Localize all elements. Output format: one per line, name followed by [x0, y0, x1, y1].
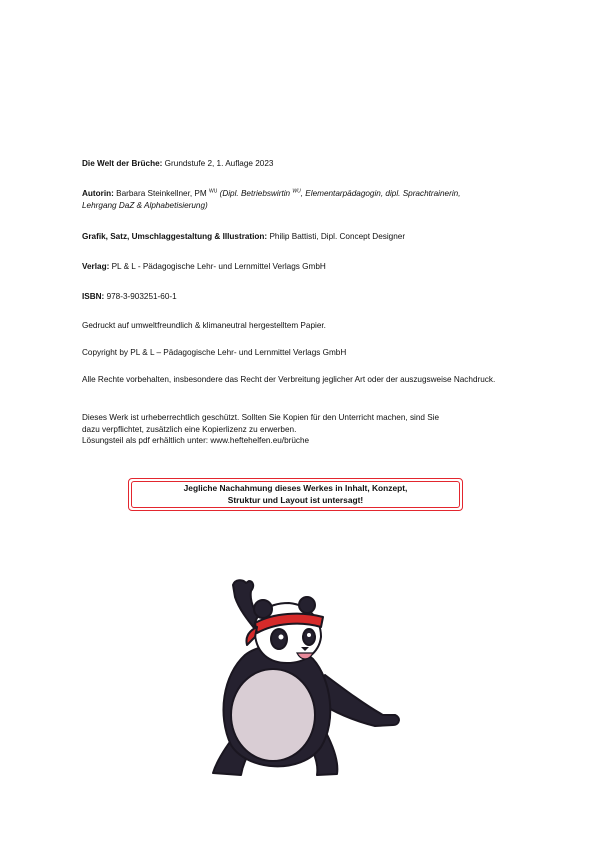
- solutions-link-text: Lösungsteil als pdf erhältlich unter: www.heftehelfen.eu/brüche: [82, 436, 310, 446]
- panda-mascot-illustration: [205, 575, 405, 780]
- copyright-note: Copyright by PL & L – Pädagogische Lehr- und Lernmittel Verlags GmbH: [82, 348, 347, 357]
- author-name-suffix: WU: [208, 188, 218, 195]
- panda-right-ear: [299, 597, 315, 613]
- panda-left-eye: [279, 635, 284, 640]
- graphics-credit-line: [82, 231, 522, 243]
- author-detail-suffix: WU: [292, 188, 301, 195]
- panda-belly: [231, 669, 315, 761]
- author-detail-part1: (Dipl. Betriebswirtin: [217, 189, 293, 198]
- book-title-label: Die Welt der Brüche:: [82, 159, 163, 168]
- notice-line-2: Struktur und Layout ist untersagt!: [227, 494, 364, 505]
- graphics-label: Grafik, Satz, Umschlaggestaltung & Illustration:: [82, 232, 268, 241]
- author-detail-line2: Lehrgang DaZ & Alphabetisierung): [82, 200, 208, 210]
- author-name: Barbara Steinkellner, PM: [113, 189, 209, 198]
- license-line-2: dazu verpflichtet, zusätzlich eine Kopierlizenz zu erwerben.: [82, 424, 297, 434]
- author-label: Autorin:: [82, 189, 114, 198]
- graphics-value: Philip Battisti, Dipl. Concept Designer: [267, 232, 406, 241]
- publisher-label: Verlag:: [82, 262, 110, 271]
- license-note: [82, 412, 522, 447]
- isbn-value: 978-3-903251-60-1: [104, 292, 177, 301]
- notice-line-1: Jegliche Nachahmung dieses Werkes in Inhalt, Konzept,: [183, 483, 408, 493]
- notice-text: [184, 483, 408, 506]
- license-line-1: Dieses Werk ist urheberrechtlich geschützt. Sollten Sie Kopien für den Unterricht machen, sind Sie: [82, 413, 440, 422]
- publisher-value: PL & L - Pädagogische Lehr- und Lernmittel Verlags GmbH: [109, 262, 326, 271]
- copy-protection-notice: [128, 478, 463, 511]
- author-info: [82, 188, 522, 211]
- book-title-value: Grundstufe 2, 1. Auflage 2023: [162, 159, 274, 168]
- panda-right-eye: [307, 633, 311, 637]
- panda-left-ear: [254, 600, 272, 618]
- panda-left-eye-patch: [271, 629, 287, 649]
- publisher-line: [82, 261, 522, 273]
- rights-note: Alle Rechte vorbehalten, insbesondere das Recht der Verbreitung jeglicher Art oder der auszugsweise Nachdruck.: [82, 375, 496, 384]
- isbn-label: ISBN:: [82, 292, 105, 301]
- author-detail-part2: , Elementarpädagogin, dipl. Sprachtrainerin,: [300, 189, 461, 198]
- print-note: Gedruckt auf umweltfreundlich & klimaneutral hergestelltem Papier.: [82, 321, 326, 330]
- isbn-line: [82, 291, 522, 303]
- book-title-line: [82, 158, 522, 170]
